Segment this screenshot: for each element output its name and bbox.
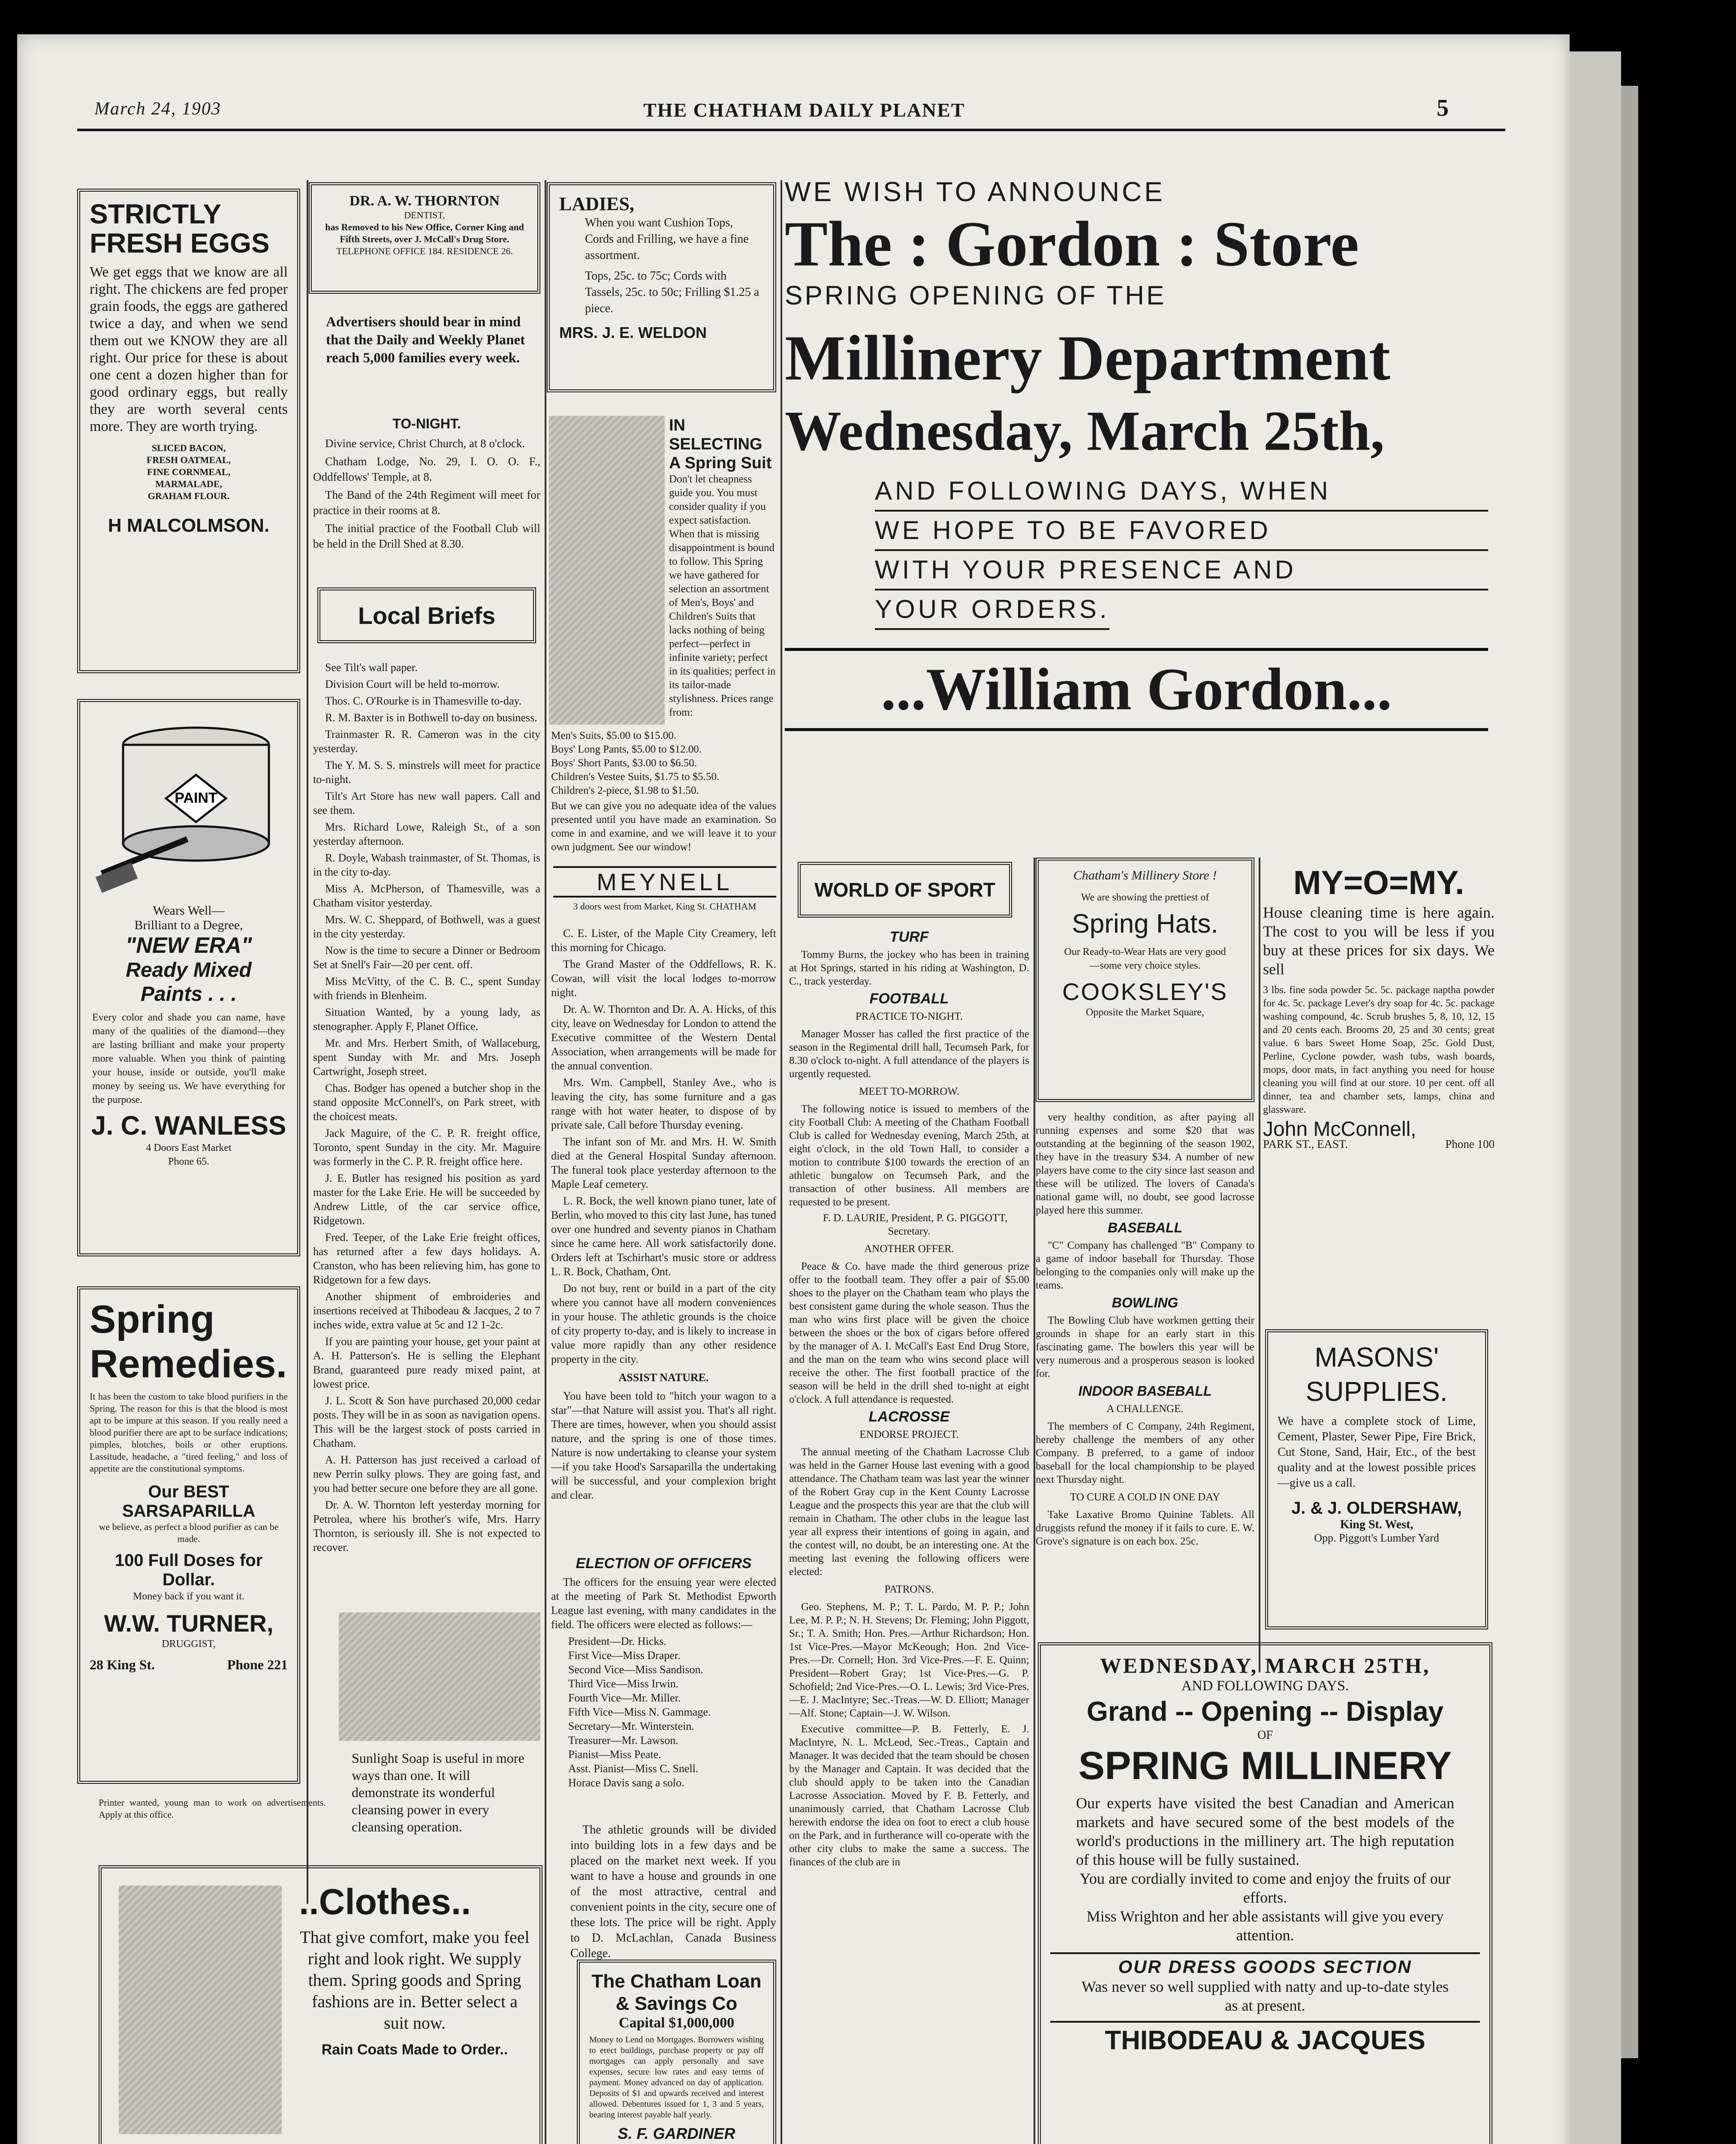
paint-text — [80, 903, 297, 1168]
weldon-name: MRS. J. E. WELDON — [559, 324, 707, 341]
gordon-store-name: The : Gordon : Store — [785, 208, 1359, 280]
paint-phone: Phone 65. — [168, 1156, 209, 1167]
thornton-card — [309, 182, 540, 294]
loan-capital: Capital $1,000,000 — [618, 2015, 735, 2031]
election-item: Third Vice—Miss Irwin. — [568, 1677, 679, 1690]
boy-in-suit-illustration — [549, 416, 665, 725]
brief-item: Trainmaster R. R. Cameron was in the city yesterday. — [313, 728, 540, 755]
myomy-name: John McConnell, — [1263, 1118, 1417, 1141]
local-briefs-column — [313, 660, 540, 1608]
issue-date: March 24, 1903 — [94, 99, 221, 119]
election-item: First Vice—Miss Draper. — [568, 1649, 681, 1662]
news-item: The infant son of Mr. and Mrs. H. W. Smith died at the General Hospital Sunday afternoon. The funeral took place yesterday afternoon to the Maple Leaf cemetery. — [551, 1135, 776, 1190]
thibodeau-dress-body: Was never so well supplied with natty and up-to-date styles as at present. — [1082, 1978, 1449, 2014]
myomy-body: House cleaning time is here again. The cost to you will be less if you buy at these prices for six days. We sell — [1263, 904, 1495, 978]
brief-item: Division Court will be held to-morrow. — [325, 678, 500, 690]
myomy-list: 3 lbs. fine soda powder 5c. 5c. package naptha powder for 4c. 5c. package Lever's dry soap for 4c. 5c. package washing compound, 4c. Scrub brushes 5, 8, 10, 12, 15 and 20 cents each. Brooms 20, 25 and 30 cents; great value. 6 bars Sweet Home Soap, 25c. Gold Dust, Perline, Cyclone powder, wash tubs, wash boards, mops, door mats, in fact anything you need for house cleaning you will find at our store. 10 per cent. off all dinner, tea and chamber sets, lamps, china and glassware. — [1263, 985, 1495, 1115]
meynell-price: Boys' Short Pants, $3.00 to $6.50. — [551, 757, 697, 769]
brief-item: Situation Wanted, by a young lady, as stenographer. Apply F, Planet Office. — [313, 1006, 540, 1033]
meynell-name: MEYNELL — [553, 866, 776, 897]
meynell-close: But we can give you no adequate idea of the values presented until you have made an examination. So come in and examine, and we will leave it to your own judgment. See our window! — [551, 800, 776, 853]
remedies-phone: Phone 221 — [227, 1657, 288, 1672]
election-item: Horace Davis sang a solo. — [568, 1777, 684, 1789]
baseball-heading: BASEBALL — [1107, 1220, 1183, 1235]
cooksley-ad — [1036, 858, 1254, 1102]
meynell-price: Men's Suits, $5.00 to $15.00. — [551, 730, 677, 741]
cooksley-top: Chatham's Millinery Store ! — [1073, 868, 1217, 882]
meynell-body: Don't let cheapness guide you. You must consider quality if you expect satisfaction. When that is missing disappointment is bound to follow. This Spring we have gathered for selection an assortment of Men's, Boys' and Children's Suits that lacks nothing of being perfect—perfect in infinite variety; perfect in its qualities; perfect in its tailor-made stylishness. Prices range from: — [669, 473, 776, 718]
news-item: C. E. Lister, of the Maple City Creamery, left this morning for Chicago. — [551, 927, 776, 954]
turf-body: Tommy Burns, the jockey who has been in training at Hot Springs, started in his riding at Washington, D. C., track yesterday. — [789, 949, 1029, 987]
thornton-body: has Removed to his New Office, Corner King and Fifth Streets, over J. McCall's Drug Store. — [325, 222, 524, 244]
thibodeau-following: AND FOLLOWING DAYS. — [1181, 1678, 1349, 1694]
eggs-ad — [77, 189, 300, 673]
assist-title: ASSIST NATURE. — [618, 1371, 709, 1384]
sport-heading-box — [798, 862, 1012, 918]
loan-manager-name: S. F. GARDINER — [618, 2125, 735, 2142]
brief-item: See Tilt's wall paper. — [325, 661, 418, 674]
myomy-title: MY=O=MY. — [1293, 864, 1465, 901]
remedies-address: 28 King St. — [90, 1657, 155, 1672]
column-rule — [307, 180, 308, 1904]
offer-heading: ANOTHER OFFER. — [864, 1243, 954, 1255]
election-section — [551, 1552, 776, 1818]
bowling-heading: BOWLING — [1112, 1295, 1178, 1310]
baseball-body: "C" Company has challenged "B" Company to a game of indoor baseball for Thursday. Those belonging to the companies only will make up the teams. — [1036, 1240, 1254, 1291]
weldon-title: LADIES, — [559, 193, 634, 214]
thibodeau-body-3: Miss Wrighton and her able assistants will give you every attention. — [1086, 1908, 1444, 1944]
football-heading: FOOTBALL — [869, 991, 949, 1007]
eggs-item: GRAHAM FLOUR. — [148, 491, 230, 501]
football-signatures: F. D. LAURIE, President, P. G. PIGGOTT, Secretary. — [823, 1212, 1008, 1237]
cooksley-name: COOKSLEY'S — [1062, 978, 1228, 1005]
practice-heading: PRACTICE TO-NIGHT. — [856, 1011, 963, 1022]
tonight-section — [313, 412, 540, 553]
remedies-title: Spring Remedies. — [90, 1298, 287, 1386]
clothes-ad — [99, 1865, 542, 2144]
patrons-heading: PATRONS. — [884, 1584, 934, 1595]
gordon-date: Wednesday, March 25th, — [785, 399, 1385, 462]
myomy-address: PARK ST., EAST. — [1263, 1138, 1348, 1150]
meynell-text — [669, 416, 776, 725]
lacrosse-heading: LACROSSE — [868, 1409, 950, 1425]
news-item: Do not buy, rent or build in a part of the city where you cannot have all modern conveniences in your house. The athletic grounds is the choice of city property to-day, and is likely to increase in value more rapidly than any other residence property in the city. — [551, 1282, 776, 1365]
gordon-line: WITH YOUR PRESENCE AND — [875, 551, 1488, 590]
cold-heading: TO CURE A COLD IN ONE DAY — [1070, 1491, 1221, 1503]
paint-brand: "NEW ERA" — [125, 933, 252, 958]
brief-item: Fred. Teeper, of the Lake Erie freight offices, has returned after a few days holidays. A. Cranston, who has been relieving him, has gone to Ridgetown for a few days. — [313, 1231, 540, 1286]
myomy-ad — [1263, 862, 1495, 1299]
meet-body: The following notice is issued to members of the city Football Club: A meeting of the Chatham Football Club is called for Wednesday evening, March 25th, at eight o'clock, in the old Town Hall, to consider a motion to contribute $100 towards the erection of an athletic bungalow on Tecumseh Park, and the transaction of other business. All members are requested to be present. — [789, 1103, 1029, 1208]
thibodeau-date: WEDNESDAY, MARCH 25TH, — [1100, 1653, 1431, 1677]
masons-ad — [1265, 1329, 1488, 1629]
election-item: Secretary—Mr. Winterstein. — [568, 1720, 694, 1732]
news-item: Dr. A. W. Thornton and Dr. A. A. Hicks, of this city, leave on Wednesday for London to attend the Executive committee of the Western Dental Association, when arrangements will be made for the annual convention. — [551, 1003, 776, 1072]
bowling-body: The Bowling Club have workmen getting their grounds in shape for an early start in this fascinating game. The bowlers this year will be very numerous and a prosperous season is looked for. — [1036, 1315, 1254, 1379]
loan-title: The Chatham Loan & Savings Co — [591, 1971, 762, 2014]
tonight-item: Divine service, Christ Church, at 8 o'clock. — [325, 437, 525, 450]
sport-column — [789, 926, 1029, 2144]
lacrosse-cont: very healthy condition, as after paying all running expenses and some $20 that was outstanding at the beginning of the season 1902, they have in the treasury $34. A number of new players have come to the city since last season and these will be utilized. The lovers of Canada's national game will, no doubt, see good lacrosse played here this summer. — [1036, 1111, 1254, 1216]
cold-body: Take Laxative Bromo Quinine Tablets. All druggists refund the money if it fails to cure. E. W. Grove's signature is on each box. 25c. — [1036, 1509, 1254, 1547]
eggs-title: STRICTLY FRESH EGGS — [90, 199, 270, 259]
paint-can-illustration — [89, 711, 290, 899]
brief-item: Dr. A. W. Thornton left yesterday morning for Petrolea, where his brother's wife, Mrs. Harry Thornton, is seriously ill. She is not expected to recover. — [313, 1499, 540, 1554]
election-item: Fourth Vice—Mr. Miller. — [568, 1692, 681, 1704]
offer-body: Peace & Co. have made the third generous prize offer to the football team. They offer a pair of $5.00 shoes to the player on the Chatham team who plays the best consistent game during the whole season. Thus the man who wins first place will be given the choice between the shoes or the box of cigars before offered by the manager of A. I. McCall's East End Drug Store, and the man on the team who wins second place will receive the other. The first football practice of the season will be held in the drill shed to-night at eight o'clock. A full attendance is requested. — [789, 1261, 1029, 1405]
eggs-signature: H MALCOLMSON. — [108, 515, 270, 536]
page-number: 5 — [1437, 95, 1450, 121]
gordon-spring: SPRING OPENING OF THE — [785, 281, 1166, 310]
eggs-item: FRESH OATMEAL, — [146, 455, 231, 465]
news-item: The Grand Master of the Oddfellows, R. K. Cowan, will visit the local lodges to-morrow night. — [551, 958, 776, 999]
eggs-item: MARMALADE, — [155, 479, 222, 489]
paint-signature: J. C. WANLESS — [91, 1111, 286, 1141]
brief-item: Miss McVitty, of the C. B. C., spent Sunday with friends in Blenheim. — [313, 975, 540, 1002]
remedies-product: Our BEST SARSAPARILLA — [122, 1482, 256, 1521]
page-edge — [1570, 51, 1621, 2144]
gordon-line: AND FOLLOWING DAYS, WHEN — [875, 476, 1331, 505]
brief-item: Tilt's Art Store has new wall papers. Call and see them. — [313, 790, 540, 816]
clothes-title: ..Clothes.. — [299, 1882, 471, 1922]
thornton-phone: TELEPHONE OFFICE 184. RESIDENCE 26. — [336, 246, 513, 256]
printer-wanted-notice: Printer wanted, young man to work on advertisements. Apply at this office. — [99, 1797, 326, 1820]
assist-body: You have been told to "hitch your wagon to a star"—that Nature will assist you. That's all right. There are times, however, when you should assist nature, and the spring is one of those times. Nature is now undertaking to cleanse your system—if you take Hood's Sarsaparilla the undertaking will be successful, and your complexion bright and clear. — [551, 1390, 776, 1501]
clothes-raincoats: Rain Coats Made to Order.. — [321, 2042, 508, 2058]
column-rule — [545, 180, 546, 2144]
tonight-item: The initial practice of the Football Club will be held in the Drill Shed at 8.30. — [313, 522, 540, 550]
cooksley-address: Opposite the Market Square, — [1086, 1007, 1204, 1018]
brief-item: Chas. Bodger has opened a butcher shop in the stand opposite McConnell's, on Park street, with the choicest meats. — [313, 1082, 540, 1123]
column3-news — [551, 926, 776, 1514]
brief-item: Miss A. McPherson, of Thamesville, was a Chatham visitor yesterday. — [313, 882, 540, 909]
eggs-body: We get eggs that we know are all right. The chickens are fed proper grain foods, the eggs are gathered twice a day, and when we send them out we KNOW they are all right. Our price for these is about one cent a dozen higher than for good ordinary eggs, but really they are worth several cents more. They are worth trying. — [90, 264, 288, 434]
gordon-signature: ...William Gordon... — [881, 656, 1392, 723]
thibodeau-name: THIBODEAU & JACQUES — [1050, 2021, 1480, 2056]
lacrosse-committee: Executive committee—P. B. Fetterly, E. J. MacIntyre, N. L. McLeod, Sec.-Treas., Captain and Manager. It was decided that the team should be chosen by the Manager and Captain. It was decided that the club should apply to be taken into the Canadian Lacrosse Association. Moved by F. B. Fetterly, and unanimously carried, that Chatham Lacrosse Club herewith endorse the idea on foot to erect a club house on the Park, and in furtherance will co-operate with the other city clubs to make the same a success. The finances of the club are in — [789, 1723, 1029, 1868]
remedies-doses: 100 Full Doses for Dollar. — [115, 1551, 263, 1589]
thibodeau-dress: OUR DRESS GOODS SECTION — [1050, 1952, 1480, 1977]
brief-item: A. H. Patterson has just received a carload of new Perrin sulky plows. They are going fast, and you had better secure one before they are all gone. — [313, 1454, 540, 1494]
remedies-name: W.W. TURNER, — [104, 1610, 274, 1637]
election-item: Pianist—Miss Peate. — [568, 1748, 661, 1761]
thibodeau-of: OF — [1257, 1728, 1273, 1742]
remedies-guarantee: Money back if you want it. — [133, 1591, 244, 1602]
remedies-ad — [77, 1286, 300, 1784]
election-item: Treasurer—Mr. Lawson. — [568, 1734, 678, 1747]
header-rule — [77, 129, 1505, 131]
masons-body: We have a complete stock of Lime, Cement, Plaster, Sewer Pipe, Fire Brick, Cut Stone, Sand, Hair, Etc., of the best quality and at the lowest possible prices—give us a call. — [1278, 1415, 1476, 1490]
election-item: President—Dr. Hicks. — [568, 1635, 666, 1647]
clothes-text — [299, 1881, 530, 2058]
gordon-store-ad — [785, 176, 1488, 845]
election-item: Second Vice—Miss Sandison. — [568, 1663, 704, 1676]
gordon-rule — [785, 728, 1488, 731]
gordon-announce: WE WISH TO ANNOUNCE — [785, 176, 1165, 207]
lacrosse-body: The annual meeting of the Chatham Lacrosse Club was held in the Garner House last evening with a good attendance. The Chatham team was last year the winner of the Robert Gray cup in the Kent County Lacrosse League and the prospects this year are that the club will remain in Chatham. The other clubs in the league last year all express their intentions of going in again, and the contest will, no doubt, be an interesting one. At the meeting last evening the following officers were elected: — [789, 1446, 1029, 1578]
remedies-role: DRUGGIST, — [162, 1638, 216, 1650]
paint-brand-2: Ready Mixed — [126, 959, 252, 982]
brief-item: R. M. Baxter is in Bothwell to-day on business. — [325, 711, 537, 724]
election-item: Asst. Pianist—Miss C. Snell. — [568, 1762, 699, 1775]
brief-item: Thos. C. O'Rourke is in Thamesville to-day. — [325, 695, 522, 707]
tonight-item: The Band of the 24th Regiment will meet for practice in their rooms at 8. — [313, 488, 540, 517]
tonight-item: Chatham Lodge, No. 29, I. O. O. F., Oddfellows' Temple, at 8. — [313, 455, 540, 483]
paint-tagline-2: Brilliant to a Degree, — [134, 918, 243, 932]
advertisers-notice: Advertisers should bear in mind that the Daily and Weekly Planet reach 5,000 families every week. — [326, 314, 525, 366]
paint-tagline-1: Wears Well— — [153, 903, 225, 918]
thibodeau-title: SPRING MILLINERY — [1078, 1744, 1452, 1788]
myomy-phone: Phone 100 — [1445, 1138, 1495, 1150]
meynell-price: Children's Vestee Suits, $1.75 to $5.50. — [551, 771, 720, 783]
election-item: Fifth Vice—Miss N. Gammage. — [568, 1706, 711, 1718]
news-item: Mrs. Wm. Campbell, Stanley Ave., who is leaving the city, has some furniture and a gas range with hot water heater, to dispose of by private sale. Call before Thursday evening. — [551, 1076, 776, 1131]
gordon-line: YOUR ORDERS. — [875, 590, 1109, 630]
athletic-body: The athletic grounds will be divided into building lots in a few days and be placed on the market next week. If you want to have a house and grounds in one of the most attractive, central and convenient points in the city, secure one of these lots. The price will be right. Apply to D. McLachlan, Canada Business College. — [570, 1823, 776, 1960]
brief-item: R. Doyle, Wabash trainmaster, of St. Thomas, is in the city to-day. — [313, 852, 540, 878]
masons-title: MASONS' SUPPLIES. — [1305, 1342, 1448, 1407]
meynell-price: Children's 2-piece, $1.98 to $1.50. — [551, 785, 699, 796]
brief-item: Jack Maguire, of the C. P. R. freight office, Toronto, spent Sunday in the city. Mr. Maguire was formerly in the C. P. R. freight office here. — [313, 1127, 540, 1168]
brief-item: Mrs. Richard Lowe, Raleigh St., of a son yesterday afternoon. — [313, 821, 540, 847]
paint-body: Every color and shade you can name, have many of the qualities of the diamond—they are lasting brilliant and make your property more valuable. When you think of painting your house, inside or outside, you'll make money by seeing us. We have everything for the purpose. — [92, 1012, 285, 1105]
cooksley-rtw: Our Ready-to-Wear Hats are very good—some very choice styles. — [1064, 946, 1226, 971]
cooksley-body: We are showing the prettiest of — [1081, 892, 1209, 903]
thibodeau-ad — [1038, 1642, 1492, 2144]
clothes-body: That give comfort, make you feel right and look right. We supply them. Spring goods and Spring fashions are in. Better select a suit now. — [300, 1927, 530, 2033]
eggs-item: FINE CORNMEAL, — [147, 467, 231, 477]
practice-body: Manager Mosser has called the first practice of the season in the Regimental drill hall, Tecumseh Park, for 8.30 o'clock to-night. A full attendance of the players is urgently requested. — [789, 1028, 1029, 1080]
masons-name: J. & J. OLDERSHAW, — [1291, 1499, 1462, 1518]
remedies-claim: we believe, as perfect a blood purifier as can be made. — [99, 1521, 279, 1544]
meynell-title: IN SELECTING A Spring Suit — [669, 416, 772, 472]
masthead-title: THE CHATHAM DAILY PLANET — [643, 99, 965, 121]
masons-address-2: Opp. Piggott's Lumber Yard — [1314, 1532, 1439, 1544]
brief-item: The Y. M. S. S. minstrels will meet for practice to-night. — [313, 759, 540, 786]
election-list — [551, 1634, 776, 1790]
brief-item: Now is the time to secure a Dinner or Bedroom Set at Snell's Fair—20 per cent. off. — [313, 944, 540, 971]
brief-item: Another shipment of embroideries and insertions received at Thibodeau & Jacques, 2 to 7 inches wide, extra value at 5c and 12 1-2c. — [313, 1290, 540, 1331]
paint-ad — [77, 699, 300, 1256]
patrons-list: Geo. Stephens, M. P.; T. L. Pardo, M. P. P.; John Lee, M. P. P.; N. H. Stevens; Dr. Fleming; John Piggott, Sr.; T. A. Smith; Hon. Pres.—Arthur Richardson; Hon. 1st Vice-Pres.—Mayor McKeough; Hon. 2nd Vice-Pres.—Dr. Cornell; Hon. 3rd Vice-Pres.—F. E. Quinn; President—Robert Gray; 1st Vice-Pres.—G. P. Schofield; 2nd Vice-Pres.—O. L. Lewis; 3rd Vice-Pres.—E. J. MacIntyre; Sec.-Treas.—W. D. Elliott; Manager—Alf. Stone; Captain—J. W. Wilson. — [789, 1601, 1029, 1719]
brief-item: Mrs. W. C. Sheppard, of Bothwell, was a guest in the city yesterday. — [313, 913, 540, 940]
gordon-rule — [785, 648, 1488, 651]
indoor-body: The members of C Company, 24th Regiment, hereby challenge the members of any other Company. B preferred, to a game of indoor baseball for the local championship to be played next Thursday night. — [1036, 1421, 1254, 1485]
eggs-items — [90, 442, 288, 502]
remedies-contact — [90, 1657, 288, 1673]
endorse-heading: ENDORSE PROJECT. — [859, 1429, 959, 1440]
gordon-lines — [785, 472, 1488, 630]
challenge-heading: A CHALLENGE. — [1106, 1403, 1184, 1415]
election-body: The officers for the ensuing year were elected at the meeting of Park St. Methodist Epworth League last evening, with many candidates in the field. The officers were elected as follows:— — [551, 1576, 776, 1631]
gordon-line: WE HOPE TO BE FAVORED — [875, 510, 1488, 551]
column-rule — [781, 180, 782, 2144]
loan-savings-ad — [577, 1960, 776, 2144]
brief-item: J. E. Butler has resigned his position as yard master for the Lake Erie. He will be succeeded by Andrew Little, of the car service office, Ridgetown. — [313, 1172, 540, 1227]
local-briefs-heading-box — [317, 587, 536, 643]
news-item: L. R. Bock, the well known piano tuner, late of Berlin, who moved to this city last June, has tuned over one hundred and seventy pianos in Chatham since he came here. All work satisfactorily done. Orders left at Tschirhart's music store or address L. R. Bock, Chatham, Ont. — [551, 1195, 776, 1278]
sport-column-cont — [1036, 1111, 1254, 1655]
paint-address: 4 Doors East Market — [146, 1142, 232, 1153]
paint-brand-3: Paints . . . — [140, 983, 237, 1006]
weldon-prices: Tops, 25c. to 75c; Cords with Tassels, 25c. to 50c; Frilling $1.25 a piece. — [585, 269, 760, 315]
myomy-footer — [1263, 1118, 1495, 1141]
thibodeau-grand: Grand -- Opening -- Display — [1086, 1696, 1444, 1727]
men-illustration — [119, 1885, 282, 2134]
thibodeau-body-1: Our experts have visited the best Canadian and American markets and have secured some of the best models of the world's productions in the millinery art. The high reputation of this house will be fully sustained. — [1076, 1795, 1454, 1868]
thornton-name: DR. A. W. THORNTON — [349, 193, 500, 209]
indoor-heading: INDOOR BASEBALL — [1078, 1383, 1212, 1399]
meynell-address: 3 doors west from Market, King St. CHATHAM — [573, 901, 756, 912]
thibodeau-body-2: You are cordially invited to come and enjoy the fruits of our efforts. — [1079, 1870, 1451, 1906]
cooksley-hats: Spring Hats. — [1072, 909, 1218, 939]
local-briefs-title: Local Briefs — [358, 602, 496, 629]
weldon-ad — [547, 182, 776, 392]
athletic-grounds-notice — [570, 1822, 776, 1960]
weldon-body: When you want Cushion Tops, Cords and Frilling, we have a fine assortment. — [585, 216, 749, 262]
meet-heading: MEET TO-MORROW. — [859, 1086, 959, 1097]
column-rule — [1259, 858, 1260, 1672]
brief-item: J. L. Scott & Son have purchased 20,000 cedar posts. They will be in as soon as navigation opens. This will be the largest stock of posts carried in Chatham. — [313, 1394, 540, 1449]
sport-title: WORLD OF SPORT — [814, 879, 995, 901]
loan-body: Money to Lend on Mortgages. Borrowers wishing to erect buildings, purchase property or pay off mortgages can apply personally and save expenses, secure low rates and easy terms of payment. Money advanced on day of application. Deposits of $1 and upwards received and interest allowed. Debentures issued for 1, 3 and 5 years, bearing interest payable half yearly. — [589, 2035, 764, 2120]
paint-label: PAINT — [175, 790, 217, 806]
page-edge-shadow — [1621, 86, 1638, 2058]
tonight-title: TO-NIGHT. — [392, 416, 461, 431]
thornton-role: DENTIST, — [404, 210, 445, 220]
masons-address: King St. West, — [1340, 1518, 1414, 1531]
meynell-price: Boys' Long Pants, $5.00 to $12.00. — [551, 744, 702, 755]
election-title: ELECTION OF OFFICERS — [576, 1555, 752, 1572]
remedies-body: It has been the custom to take blood purifiers in the Spring. The reason for this is that the blood is most apt to be impure at this season. If you really need a blood purifier there are apt to be surface indications; pimples, blotches, boils or other eruptions. Lassitude, headache, a "tired feeling," and loss of appetite are the constitutional symptoms. — [90, 1391, 288, 1474]
turf-heading: TURF — [889, 929, 929, 945]
eggs-item: SLICED BACON, — [151, 443, 226, 453]
column-rule — [1034, 858, 1035, 2144]
gordon-department: Millinery Department — [785, 322, 1391, 394]
brief-item: Mr. and Mrs. Herbert Smith, of Wallaceburg, spent Sunday with Mr. and Mrs. Joseph Cartwright, Joseph street. — [313, 1037, 540, 1078]
sunlight-soap-notice: Sunlight Soap is useful in more ways than one. It will demonstrate its wonderful cleansing power in every cleansing operation. — [352, 1750, 524, 1834]
brief-item: If you are painting your house, get your paint at A. H. Patterson's. He is selling the Elephant Brand, guaranteed pure ready mixed paint, at lowest price. — [313, 1335, 540, 1390]
meynell-prices — [551, 729, 776, 858]
washerwoman-illustration — [339, 1612, 540, 1741]
